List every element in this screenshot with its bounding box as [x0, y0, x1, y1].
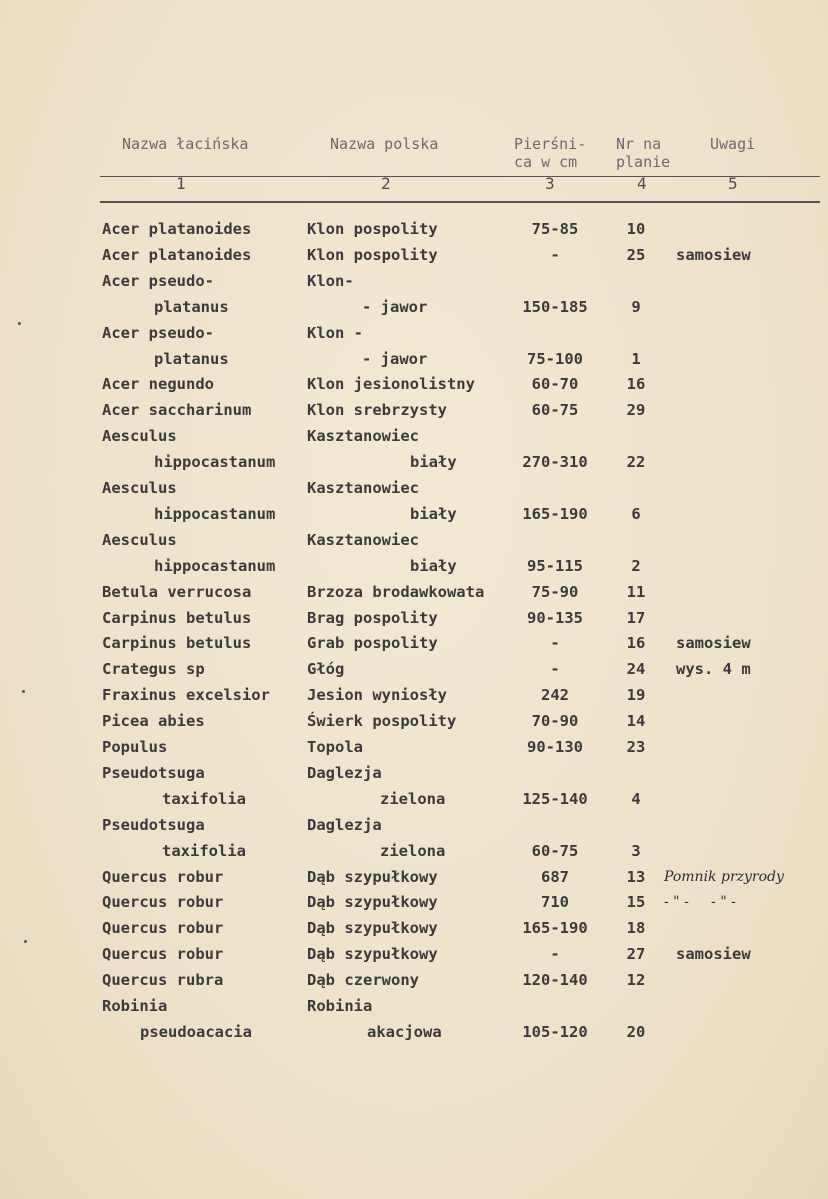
table-row	[0, 216, 828, 242]
table-row	[0, 760, 828, 786]
table-row	[0, 553, 828, 579]
table-row	[0, 941, 828, 967]
table-row	[0, 864, 828, 890]
header-latin-name: Nazwa łacińska	[122, 135, 249, 153]
column-number-1: 1	[176, 174, 186, 193]
table-row	[0, 630, 828, 656]
table-row	[0, 501, 828, 527]
plan-number-cell: 10	[626, 220, 646, 238]
polish-name-cell: zielona	[380, 789, 446, 808]
latin-name-cell: Quercus robur	[102, 945, 224, 964]
latin-name-cell: Acer saccharinum	[102, 401, 252, 420]
polish-name-cell: Dąb szypułkowy	[307, 945, 438, 964]
latin-name-cell: Aesculus	[102, 530, 177, 549]
table-row	[0, 371, 828, 397]
polish-name-cell: - jawor	[362, 349, 428, 368]
table-row	[0, 734, 828, 760]
latin-name-cell: Acer pseudo-	[102, 271, 214, 290]
diameter-cell: 150-185	[522, 297, 588, 316]
plan-number-cell: 6	[631, 504, 641, 523]
latin-name-cell: Fraxinus excelsior	[102, 686, 270, 705]
polish-name-cell: Brzoza brodawkowata	[307, 582, 485, 601]
diameter-cell: 687	[541, 867, 569, 886]
plan-number-cell: 12	[626, 971, 646, 990]
plan-number-cell: 24	[626, 660, 646, 679]
latin-name-cell: Carpinus betulus	[102, 608, 252, 627]
margin-dot	[24, 940, 27, 943]
plan-number-cell: 23	[626, 738, 646, 756]
polish-name-cell: Brag pospolity	[307, 608, 438, 627]
latin-name-cell: Quercus robur	[102, 867, 224, 886]
diameter-cell: -	[550, 660, 560, 679]
table-row	[0, 242, 828, 268]
latin-name-cell: pseudoacacia	[140, 1022, 252, 1041]
diameter-cell: -	[550, 945, 560, 964]
polish-name-cell: Kasztanowiec	[307, 427, 419, 446]
latin-name-cell: Picea abies	[102, 712, 205, 731]
polish-name-cell: Klon pospolity	[307, 220, 438, 238]
latin-name-cell: Quercus rubra	[102, 971, 224, 990]
polish-name-cell: Klon-	[307, 271, 354, 290]
latin-name-cell: Quercus robur	[102, 919, 224, 938]
table-row	[0, 838, 828, 864]
diameter-cell: 75-85	[531, 220, 579, 238]
plan-number-cell: 22	[626, 453, 646, 472]
table-row	[0, 656, 828, 682]
latin-name-cell: Populus	[102, 738, 168, 756]
plan-number-cell: 11	[626, 582, 646, 601]
notes-cell: wys. 4 m	[676, 660, 751, 679]
polish-name-cell: Daglezja	[307, 815, 382, 834]
table-row	[0, 397, 828, 423]
table-row	[0, 475, 828, 501]
polish-name-cell: akacjowa	[367, 1022, 442, 1041]
latin-name-cell: Pseudotsuga	[102, 815, 205, 834]
plan-number-cell: 1	[631, 349, 641, 368]
diameter-cell: 165-190	[522, 919, 588, 938]
table-row	[0, 993, 828, 1019]
table-row	[0, 449, 828, 475]
table-row	[0, 812, 828, 838]
table-row	[0, 967, 828, 993]
diameter-cell: 710	[541, 893, 569, 912]
diameter-cell: 70-90	[531, 712, 579, 731]
notes-cell: Pomnik przyrody	[664, 868, 784, 885]
column-number-2: 2	[381, 174, 391, 193]
latin-name-cell: Acer pseudo-	[102, 323, 214, 342]
polish-name-cell: Kasztanowiec	[307, 479, 419, 497]
margin-dot	[22, 690, 25, 693]
plan-number-cell: 14	[626, 712, 646, 731]
plan-number-cell: 17	[626, 608, 646, 627]
diameter-cell: 95-115	[527, 556, 583, 575]
latin-name-cell: Aesculus	[102, 427, 177, 446]
plan-number-cell: 4	[631, 789, 641, 808]
margin-dot	[18, 322, 21, 325]
table-row	[0, 268, 828, 294]
polish-name-cell: Świerk pospolity	[307, 712, 457, 731]
polish-name-cell: Grab pospolity	[307, 634, 438, 653]
column-number-5: 5	[728, 174, 738, 193]
polish-name-cell: Klon pospolity	[307, 245, 438, 264]
polish-name-cell: Robinia	[307, 997, 373, 1015]
plan-number-cell: 3	[631, 841, 641, 860]
header-rule-top	[100, 176, 820, 177]
polish-name-cell: Kasztanowiec	[307, 530, 419, 549]
diameter-cell: -	[550, 634, 560, 653]
latin-name-cell: Betula verrucosa	[102, 582, 252, 601]
plan-number-cell: 2	[631, 556, 641, 575]
plan-number-cell: 16	[626, 375, 646, 394]
diameter-cell: -	[550, 245, 560, 264]
notes-cell: samosiew	[676, 634, 751, 653]
polish-name-cell: Dąb szypułkowy	[307, 893, 438, 912]
table-row	[0, 346, 828, 372]
plan-number-cell: 29	[626, 401, 646, 420]
latin-name-cell: Pseudotsuga	[102, 763, 205, 782]
plan-number-cell: 18	[626, 919, 646, 938]
table-row	[0, 320, 828, 346]
diameter-cell: 75-100	[527, 349, 583, 368]
latin-name-cell: Robinia	[102, 997, 168, 1015]
polish-name-cell: Klon srebrzysty	[307, 401, 447, 420]
latin-name-cell: platanus	[154, 297, 229, 316]
diameter-cell: 90-135	[527, 608, 583, 627]
table-row	[0, 708, 828, 734]
notes-cell: samosiew	[676, 945, 751, 964]
header-plan-number: Nr na planie	[616, 135, 671, 171]
table-row	[0, 423, 828, 449]
table-row	[0, 1019, 828, 1045]
latin-name-cell: taxifolia	[162, 789, 246, 808]
polish-name-cell: zielona	[380, 841, 446, 860]
notes-cell: - " - - " -	[664, 894, 736, 911]
latin-name-cell: hippocastanum	[154, 453, 276, 472]
latin-name-cell: Crategus sp	[102, 660, 205, 679]
plan-number-cell: 19	[626, 686, 646, 705]
header-diameter: Pierśni- ca w cm	[514, 135, 587, 171]
polish-name-cell: Topola	[307, 738, 363, 756]
diameter-cell: 125-140	[522, 789, 588, 808]
diameter-cell: 90-130	[527, 738, 583, 756]
table-row	[0, 605, 828, 631]
diameter-cell: 60-75	[531, 401, 579, 420]
latin-name-cell: Aesculus	[102, 479, 177, 497]
diameter-cell: 165-190	[522, 504, 588, 523]
diameter-cell: 60-75	[531, 841, 579, 860]
plan-number-cell: 27	[626, 945, 646, 964]
latin-name-cell: Acer negundo	[102, 375, 214, 394]
diameter-cell: 75-90	[531, 582, 579, 601]
plan-number-cell: 20	[626, 1022, 646, 1041]
header-rule-bottom	[100, 201, 820, 203]
polish-name-cell: Dąb szypułkowy	[307, 919, 438, 938]
plan-number-cell: 13	[626, 867, 646, 886]
notes-cell: samosiew	[676, 245, 751, 264]
polish-name-cell: Jesion wyniosły	[307, 686, 447, 705]
header-notes: Uwagi	[710, 135, 756, 153]
diameter-cell: 242	[541, 686, 569, 705]
polish-name-cell: biały	[410, 504, 457, 523]
polish-name-cell: biały	[410, 453, 457, 472]
latin-name-cell: Acer platanoides	[102, 220, 252, 238]
latin-name-cell: Carpinus betulus	[102, 634, 252, 653]
diameter-cell: 105-120	[522, 1022, 588, 1041]
column-number-4: 4	[637, 174, 647, 193]
table-row	[0, 889, 828, 915]
diameter-cell: 270-310	[522, 453, 588, 472]
polish-name-cell: - jawor	[362, 297, 428, 316]
table-row	[0, 294, 828, 320]
plan-number-cell: 25	[626, 245, 646, 264]
diameter-cell: 120-140	[522, 971, 588, 990]
latin-name-cell: Acer platanoides	[102, 245, 252, 264]
table-row	[0, 682, 828, 708]
plan-number-cell: 9	[631, 297, 641, 316]
polish-name-cell: Dąb szypułkowy	[307, 867, 438, 886]
latin-name-cell: platanus	[154, 349, 229, 368]
plan-number-cell: 16	[626, 634, 646, 653]
latin-name-cell: taxifolia	[162, 841, 246, 860]
polish-name-cell: Głóg	[307, 660, 345, 679]
table-row	[0, 527, 828, 553]
polish-name-cell: Klon jesionolistny	[307, 375, 475, 394]
table-row	[0, 786, 828, 812]
table-row	[0, 915, 828, 941]
latin-name-cell: hippocastanum	[154, 504, 276, 523]
polish-name-cell: Dąb czerwony	[307, 971, 419, 990]
polish-name-cell: Daglezja	[307, 763, 382, 782]
polish-name-cell: biały	[410, 556, 457, 575]
plan-number-cell: 15	[626, 893, 646, 912]
latin-name-cell: Quercus robur	[102, 893, 224, 912]
column-number-3: 3	[545, 174, 555, 193]
latin-name-cell: hippocastanum	[154, 556, 276, 575]
polish-name-cell: Klon -	[307, 323, 363, 342]
header-polish-name: Nazwa polska	[330, 135, 439, 153]
table-row	[0, 579, 828, 605]
diameter-cell: 60-70	[531, 375, 579, 394]
